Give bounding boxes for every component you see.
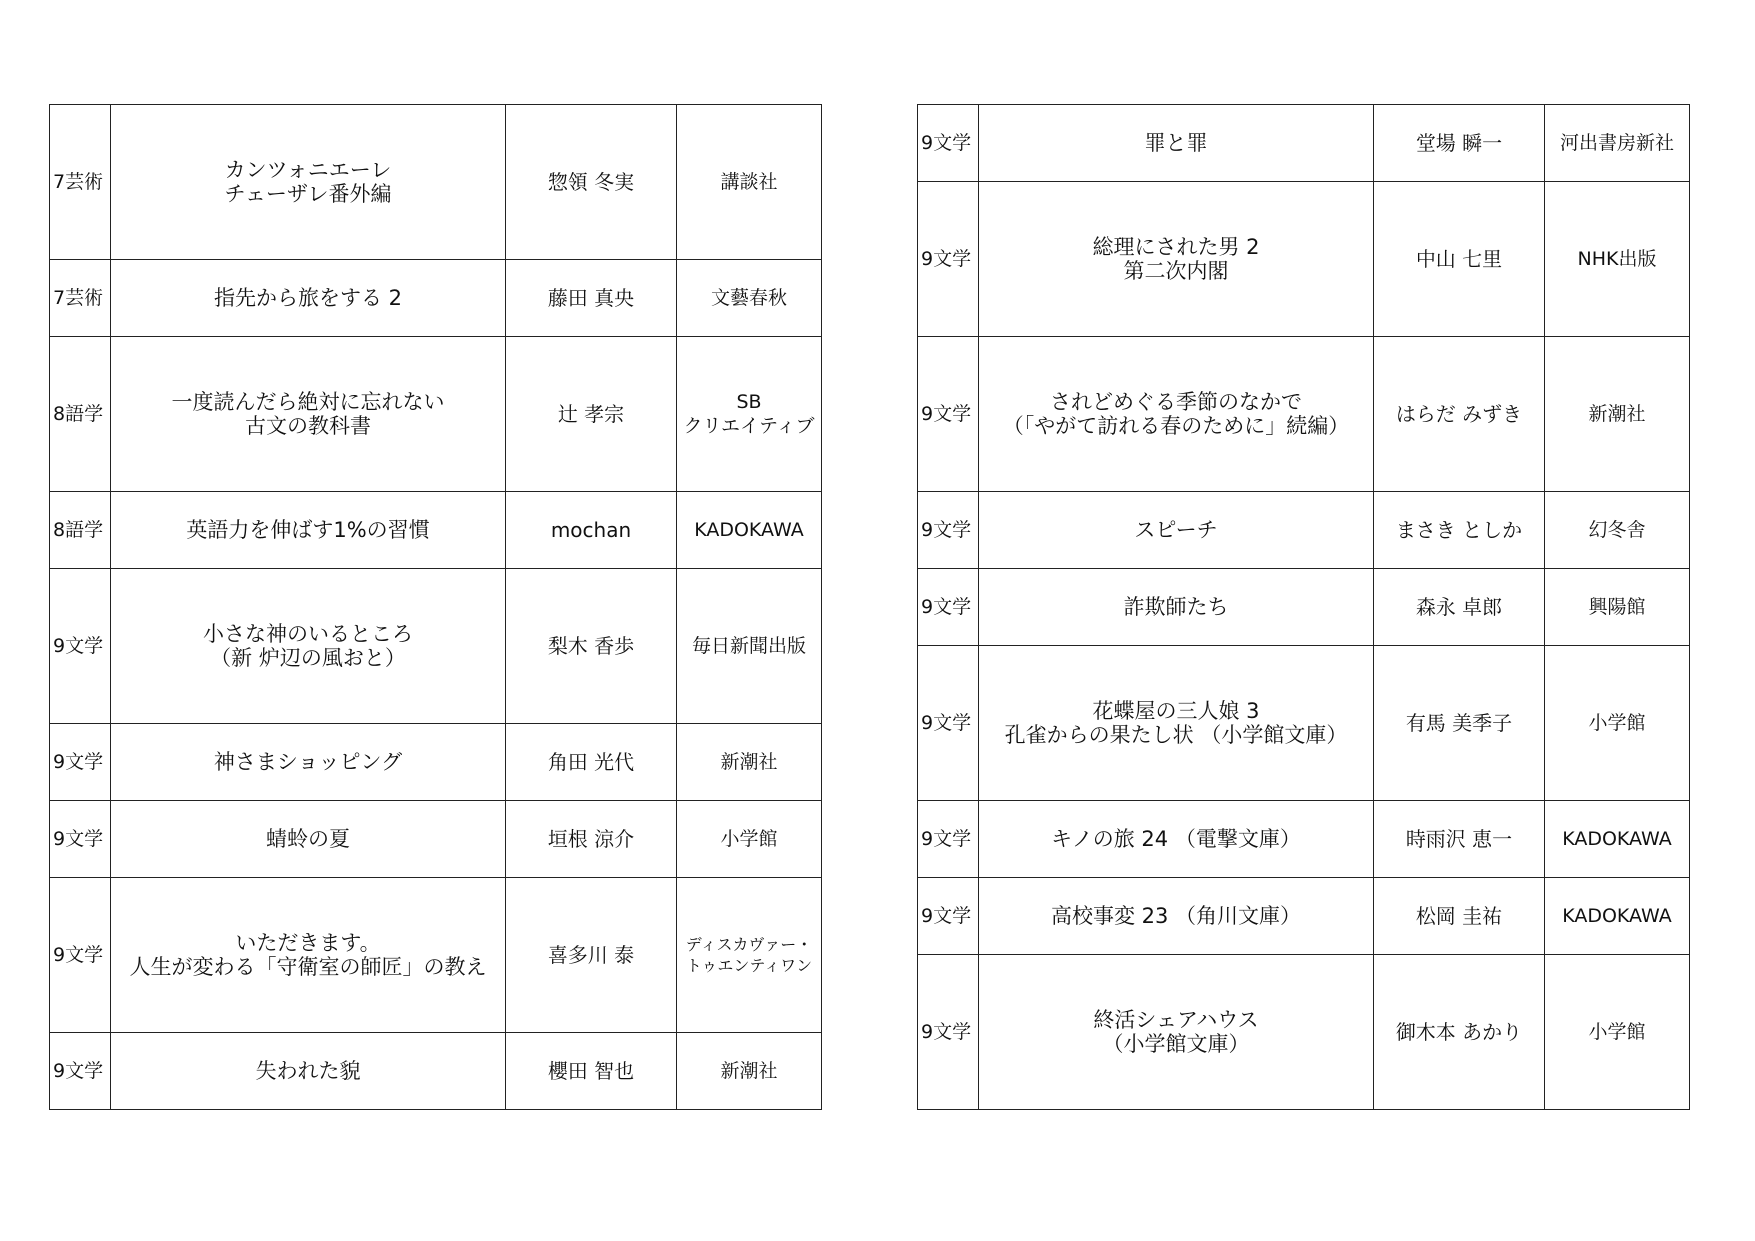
- table-row: [50, 492, 822, 569]
- publisher-line: KADOKAWA: [694, 519, 804, 541]
- publisher-line: 小学館: [1588, 712, 1646, 734]
- table-row: [50, 801, 822, 878]
- title-line: 失われた貌: [255, 1059, 361, 1083]
- publisher-cell: [677, 1033, 822, 1110]
- title-line: されどめぐる季節のなかで: [1050, 390, 1302, 414]
- category-cell: 9文学: [918, 646, 979, 801]
- title-cell: [111, 1033, 506, 1110]
- table-row: [918, 878, 1690, 955]
- title-line: チェーザレ番外編: [224, 182, 392, 206]
- publisher-line: KADOKAWA: [1562, 828, 1672, 850]
- title-line: キノの旅 24 （電撃文庫）: [1051, 827, 1301, 851]
- category-cell: 9文学: [50, 1033, 111, 1110]
- author-cell: 喜多川 泰: [506, 878, 677, 1033]
- table-row: [50, 260, 822, 337]
- publisher-line: KADOKAWA: [1562, 905, 1672, 927]
- publisher-cell: [677, 337, 822, 492]
- title-line: 英語力を伸ばす1%の習慣: [186, 518, 430, 542]
- title-line: 詐欺師たち: [1123, 595, 1229, 619]
- category-cell: 9文学: [918, 569, 979, 646]
- publisher-cell: [1545, 801, 1690, 878]
- publisher-cell: [1545, 337, 1690, 492]
- category-cell: 9文学: [50, 724, 111, 801]
- table-row: [918, 337, 1690, 492]
- category-cell: 9文学: [50, 878, 111, 1033]
- table-row: [918, 105, 1690, 182]
- publisher-line: SB: [736, 391, 762, 413]
- author-cell: 時雨沢 恵一: [1374, 801, 1545, 878]
- author-cell: 惣領 冬実: [506, 105, 677, 260]
- title-line: 神さまショッピング: [213, 750, 403, 774]
- publisher-line: クリエイティブ: [683, 415, 815, 437]
- title-cell: [111, 724, 506, 801]
- publisher-line: NHK出版: [1577, 248, 1657, 270]
- title-cell: [111, 260, 506, 337]
- title-cell: [111, 801, 506, 878]
- title-line: 一度読んだら絶対に忘れない: [171, 390, 445, 414]
- publisher-line: 毎日新聞出版: [691, 635, 806, 657]
- publisher-cell: [1545, 569, 1690, 646]
- publisher-cell: [1545, 182, 1690, 337]
- table-row: [918, 492, 1690, 569]
- author-cell: 辻 孝宗: [506, 337, 677, 492]
- author-cell: 中山 七里: [1374, 182, 1545, 337]
- publisher-line: 興陽館: [1588, 596, 1646, 618]
- author-cell: 有馬 美季子: [1374, 646, 1545, 801]
- category-cell: 7芸術: [50, 105, 111, 260]
- publisher-cell: [1545, 492, 1690, 569]
- category-cell: 9文学: [918, 801, 979, 878]
- table-row: [918, 955, 1690, 1110]
- table-row: [50, 878, 822, 1033]
- title-line: 罪と罪: [1144, 131, 1208, 155]
- publisher-line: 河出書房新社: [1559, 132, 1674, 154]
- table-row: [50, 105, 822, 260]
- author-cell: まさき としか: [1374, 492, 1545, 569]
- title-cell: [979, 182, 1374, 337]
- category-cell: 9文学: [50, 801, 111, 878]
- title-line: 第二次内閣: [1123, 259, 1229, 283]
- category-cell: 9文学: [918, 182, 979, 337]
- title-cell: [111, 337, 506, 492]
- title-line: カンツォニエーレ: [224, 158, 392, 182]
- author-cell: はらだ みずき: [1374, 337, 1545, 492]
- publisher-cell: [677, 801, 822, 878]
- table-row: [918, 569, 1690, 646]
- title-cell: [111, 569, 506, 724]
- title-cell: [979, 878, 1374, 955]
- title-cell: [111, 878, 506, 1033]
- publisher-line: 講談社: [720, 171, 778, 193]
- author-cell: 松岡 圭祐: [1374, 878, 1545, 955]
- category-cell: 8語学: [50, 337, 111, 492]
- publisher-line: トゥエンティワン: [685, 956, 813, 975]
- publisher-line: 小学館: [1588, 1021, 1646, 1043]
- title-cell: [979, 105, 1374, 182]
- publisher-cell: [1545, 878, 1690, 955]
- table-row: [50, 569, 822, 724]
- author-cell: mochan: [506, 492, 677, 569]
- table-row: [50, 1033, 822, 1110]
- author-cell: 森永 卓郎: [1374, 569, 1545, 646]
- publisher-line: 新潮社: [720, 1060, 778, 1082]
- publisher-cell: [1545, 105, 1690, 182]
- title-line: 総理にされた男 2: [1092, 235, 1260, 259]
- title-cell: [979, 646, 1374, 801]
- publisher-line: 新潮社: [1588, 403, 1646, 425]
- publisher-cell: [677, 724, 822, 801]
- publisher-line: 文藝春秋: [710, 287, 787, 309]
- title-line: 花蝶屋の三人娘 3: [1092, 699, 1260, 723]
- publisher-line: 幻冬舎: [1588, 519, 1646, 541]
- title-line: いただきます。: [235, 931, 381, 955]
- publisher-cell: [1545, 955, 1690, 1110]
- title-line: 高校事変 23 （角川文庫）: [1050, 904, 1302, 928]
- title-cell: [111, 105, 506, 260]
- category-cell: 9文学: [918, 955, 979, 1110]
- category-cell: 9文学: [918, 878, 979, 955]
- title-line: 指先から旅をする 2: [213, 286, 403, 310]
- title-cell: [111, 492, 506, 569]
- publisher-cell: [677, 260, 822, 337]
- title-line: スピーチ: [1134, 518, 1218, 542]
- category-cell: 9文学: [918, 337, 979, 492]
- title-line: 人生が変わる「守衛室の師匠」の教え: [129, 955, 487, 979]
- title-cell: [979, 569, 1374, 646]
- publisher-line: 小学館: [720, 828, 778, 850]
- title-line: 蜻蛉の夏: [266, 827, 350, 851]
- author-cell: 角田 光代: [506, 724, 677, 801]
- title-line: （新 炉辺の風おと）: [210, 646, 406, 670]
- author-cell: 御木本 あかり: [1374, 955, 1545, 1110]
- book-list-table-right: [917, 104, 1690, 1110]
- author-cell: 櫻田 智也: [506, 1033, 677, 1110]
- table-row: [918, 646, 1690, 801]
- publisher-cell: [677, 105, 822, 260]
- title-line: （小学館文庫）: [1102, 1032, 1250, 1056]
- title-line: （「やがて訪れる春のために」続編）: [1002, 414, 1350, 438]
- book-list-table-left: [49, 104, 822, 1110]
- title-line: 終活シェアハウス: [1093, 1008, 1259, 1032]
- author-cell: 垣根 涼介: [506, 801, 677, 878]
- author-cell: 藤田 真央: [506, 260, 677, 337]
- publisher-line: ディスカヴァー・: [685, 935, 813, 954]
- title-cell: [979, 492, 1374, 569]
- publisher-cell: [677, 492, 822, 569]
- title-cell: [979, 955, 1374, 1110]
- category-cell: 9文学: [50, 569, 111, 724]
- title-line: 古文の教科書: [245, 414, 371, 438]
- publisher-cell: [1545, 646, 1690, 801]
- author-cell: 梨木 香歩: [506, 569, 677, 724]
- publisher-cell: [677, 569, 822, 724]
- table-row: [918, 801, 1690, 878]
- author-cell: 堂場 瞬一: [1374, 105, 1545, 182]
- publisher-cell: [677, 878, 822, 1033]
- category-cell: 9文学: [918, 105, 979, 182]
- table-row: [50, 724, 822, 801]
- table-row: [50, 337, 822, 492]
- category-cell: 8語学: [50, 492, 111, 569]
- table-row: [918, 182, 1690, 337]
- title-cell: [979, 337, 1374, 492]
- title-line: 小さな神のいるところ: [203, 622, 413, 646]
- publisher-line: 新潮社: [720, 751, 778, 773]
- category-cell: 7芸術: [50, 260, 111, 337]
- category-cell: 9文学: [918, 492, 979, 569]
- title-line: 孔雀からの果たし状 （小学館文庫）: [1004, 723, 1348, 747]
- title-cell: [979, 801, 1374, 878]
